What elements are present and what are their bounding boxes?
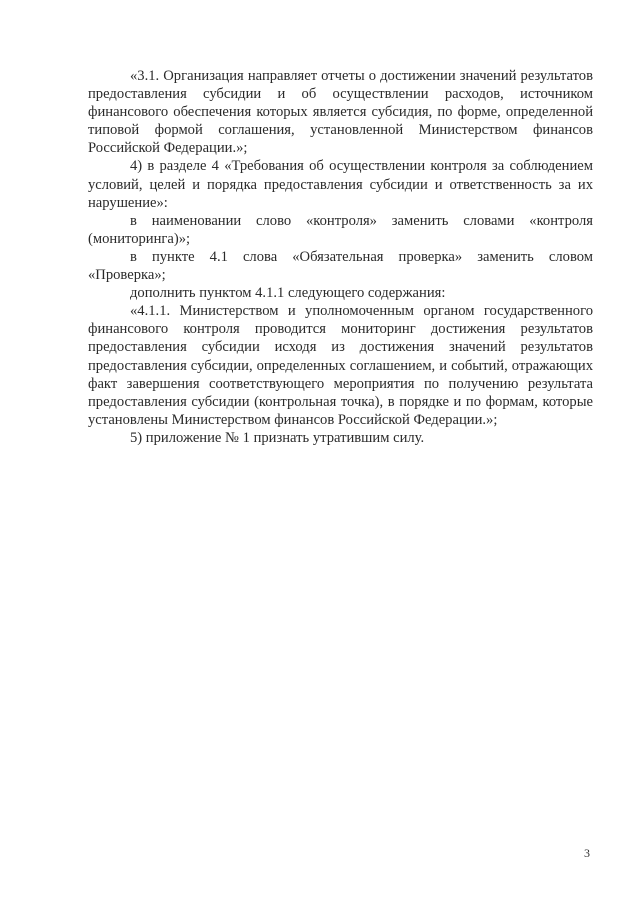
paragraph-item-5: 5) приложение № 1 признать утратившим силу.: [130, 429, 425, 446]
paragraph-clause-4-1-1: «4.1.1. Министерством и уполномоченным органом государственного финансового контроля проводится мониторинг достижения результатов предоставления субсидии исходя из достижения значений результатов предоставления субсидии, определенных соглашением, и событий, отражающих факт завершения соответствующего мероприятия по получению результата предоставления субсидии (контрольная точка), в порядке и по формам, которые установлены Министерством финансов Российской Федерации.»;: [88, 303, 593, 428]
paragraph-add-clause: дополнить пунктом 4.1.1 следующего содержания:: [130, 285, 446, 302]
paragraph-clause-4-1-change: в пункте 4.1 слова «Обязательная проверка» заменить словом «Проверка»;: [88, 248, 593, 284]
page-number: 3: [584, 846, 590, 860]
paragraph-clause-3-1: «3.1. Организация направляет отчеты о достижении значений результатов предоставления субсидии и об осуществлении расходов, источником финансового обеспечения которых является субсидия, по форме, определенной типовой формой соглашения, установленной Министерством финансов Российской Федерации.»;: [88, 68, 593, 157]
paragraph-title-change: в наименовании слово «контроля» заменить словами «контроля (мониторинга)»;: [88, 212, 593, 247]
paragraph-item-4: 4) в разделе 4 «Требования об осуществлении контроля за соблюдением условий, целей и порядка предоставления субсидии и ответственность за их нарушение»:: [88, 158, 593, 211]
document-body: [88, 67, 593, 447]
